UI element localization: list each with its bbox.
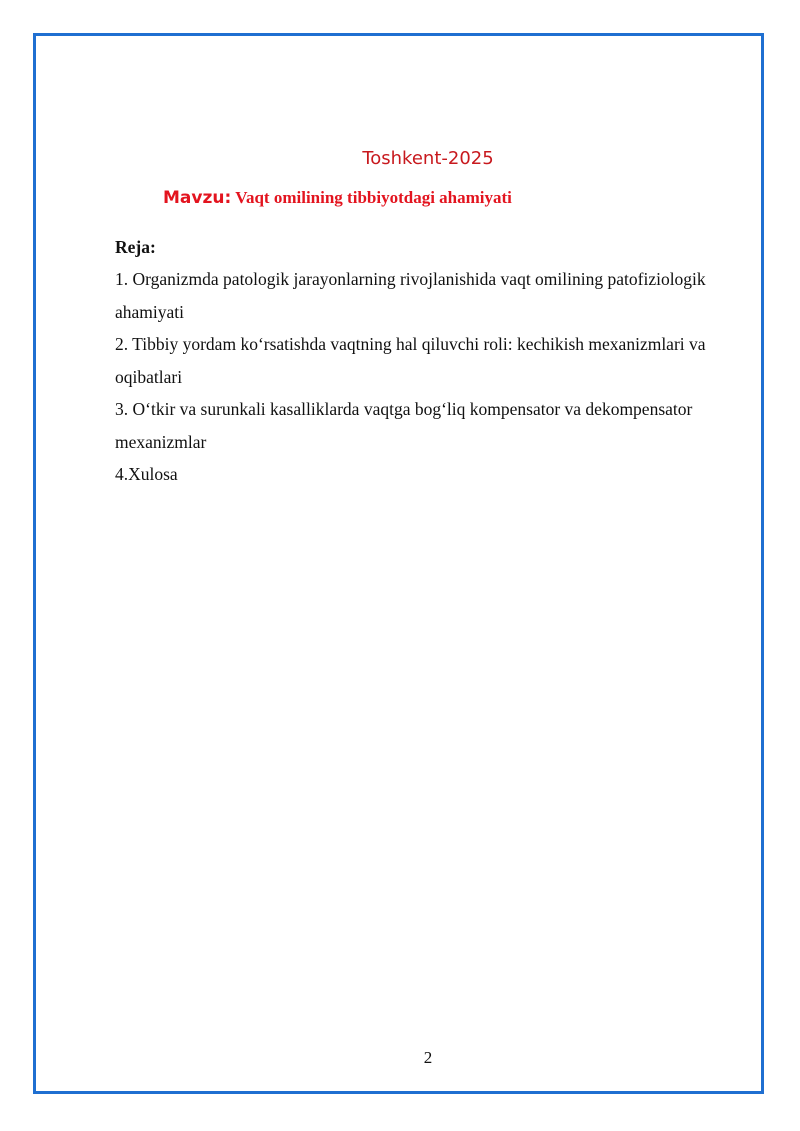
plan-item-3: 3. O‘tkir va surunkali kasalliklarda vaqtga bog‘liq kompensator va dekompensator mexanizmlar: [115, 399, 693, 452]
plan-item-2: 2. Tibbiy yordam ko‘rsatishda vaqtning hal qiluvchi roli: kechikish mexanizmlari va oqibatlari: [115, 334, 706, 387]
plan-item-4: 4.Xulosa: [115, 464, 178, 484]
page-number: 2: [423, 1048, 433, 1067]
plan-item-1: 1. Organizmda patologik jarayonlarning rivojlanishida vaqt omilining patofiziologik ahamiyati: [115, 269, 706, 322]
topic-title: Vaqt omilining tibbiyotdagi ahamiyati: [235, 188, 512, 207]
plan-section: [115, 233, 745, 491]
topic-line: [163, 188, 512, 208]
city-year-line: Toshkent-2025: [362, 148, 494, 169]
plan-heading: Reja:: [115, 237, 156, 257]
topic-label: Mavzu:: [163, 188, 232, 208]
